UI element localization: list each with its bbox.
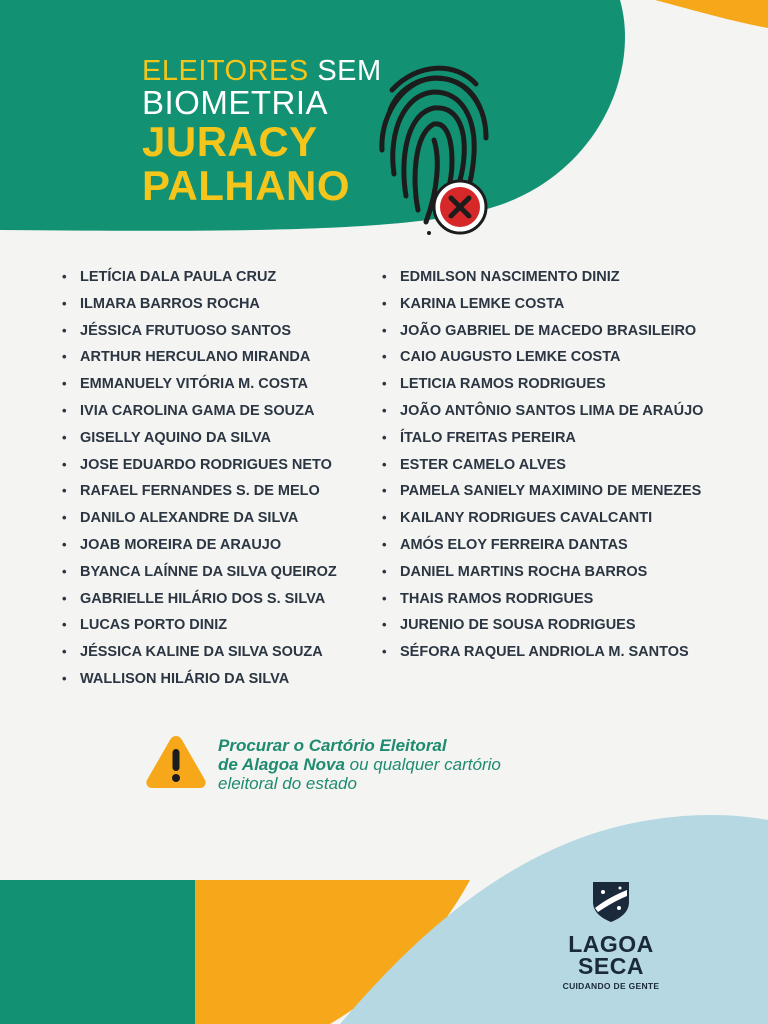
list-item: • DANILO ALEXANDRE DA SILVA — [62, 505, 337, 532]
page-title — [142, 56, 382, 208]
list-item: • ÍTALO FREITAS PEREIRA — [382, 425, 703, 452]
title-palhano: PALHANO — [142, 162, 351, 209]
notice-line1: Procurar o Cartório Eleitoral — [218, 736, 447, 755]
list-item: • JOSE EDUARDO RODRIGUES NETO — [62, 452, 337, 479]
list-item: • LETÍCIA DALA PAULA CRUZ — [62, 264, 337, 291]
list-item: • ESTER CAMELO ALVES — [382, 452, 703, 479]
x-circle-icon — [431, 178, 489, 236]
list-item: • KARINA LEMKE COSTA — [382, 291, 703, 318]
list-item: • RAFAEL FERNANDES S. DE MELO — [62, 478, 337, 505]
notice-line2-rest: ou qualquer cartório — [344, 755, 501, 774]
list-item: • ILMARA BARROS ROCHA — [62, 291, 337, 318]
list-item: • JOÃO GABRIEL DE MACEDO BRASILEIRO — [382, 318, 703, 345]
list-item: • LUCAS PORTO DINIZ — [62, 612, 337, 639]
list-item: • ARTHUR HERCULANO MIRANDA — [62, 344, 337, 371]
list-item: • GISELLY AQUINO DA SILVA — [62, 425, 337, 452]
title-sem: SEM — [317, 55, 382, 87]
lagoa-seca-logo — [556, 878, 666, 991]
list-item: • IVIA CAROLINA GAMA DE SOUZA — [62, 398, 337, 425]
list-item: • CAIO AUGUSTO LEMKE COSTA — [382, 344, 703, 371]
list-item: • KAILANY RODRIGUES CAVALCANTI — [382, 505, 703, 532]
list-item: • JOÃO ANTÔNIO SANTOS LIMA DE ARAÚJO — [382, 398, 703, 425]
list-item: • LETICIA RAMOS RODRIGUES — [382, 371, 703, 398]
list-item: • JÉSSICA KALINE DA SILVA SOUZA — [62, 639, 337, 666]
list-item: • JURENIO DE SOUSA RODRIGUES — [382, 612, 703, 639]
notice-text — [218, 736, 501, 793]
list-item: • EMMANUELY VITÓRIA M. COSTA — [62, 371, 337, 398]
list-item: • GABRIELLE HILÁRIO DOS S. SILVA — [62, 586, 337, 613]
brand-line1: LAGOA — [568, 931, 654, 957]
list-item: • JOAB MOREIRA DE ARAUJO — [62, 532, 337, 559]
list-item: • WALLISON HILÁRIO DA SILVA — [62, 666, 337, 693]
list-item: • SÉFORA RAQUEL ANDRIOLA M. SANTOS — [382, 639, 703, 666]
shield-crest-icon — [589, 878, 633, 924]
list-item: • DANIEL MARTINS ROCHA BARROS — [382, 559, 703, 586]
brand-line2: SECA — [578, 953, 644, 979]
list-item: • AMÓS ELOY FERREIRA DANTAS — [382, 532, 703, 559]
list-item: • EDMILSON NASCIMENTO DINIZ — [382, 264, 703, 291]
voter-list-right — [382, 264, 703, 666]
list-item: • JÉSSICA FRUTUOSO SANTOS — [62, 318, 337, 345]
list-item: • PAMELA SANIELY MAXIMINO DE MENEZES — [382, 478, 703, 505]
title-juracy: JURACY — [142, 118, 318, 165]
list-item: • THAIS RAMOS RODRIGUES — [382, 586, 703, 613]
dot-mark — [426, 230, 432, 236]
notice-line3: eleitoral do estado — [218, 774, 357, 793]
title-biometria: BIOMETRIA — [142, 84, 329, 121]
title-eleitores: ELEITORES — [142, 55, 309, 87]
list-item: • BYANCA LAÍNNE DA SILVA QUEIROZ — [62, 559, 337, 586]
notice-line2-bold: de Alagoa Nova — [218, 755, 345, 774]
warning-triangle-icon — [144, 732, 208, 790]
voter-list-left — [62, 264, 337, 693]
brand-tagline: CUIDANDO DE GENTE — [562, 981, 660, 991]
